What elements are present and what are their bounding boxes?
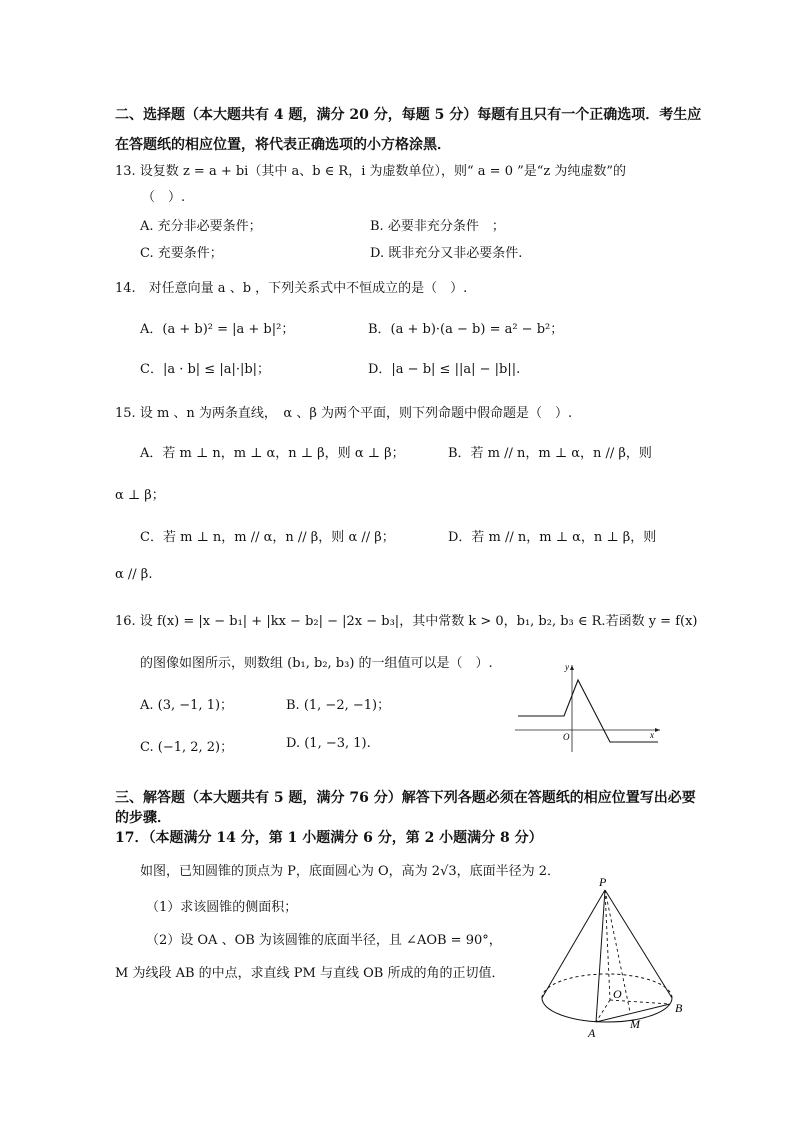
y-axis-arrow <box>570 665 574 670</box>
q15-option-d-cont: α // β. <box>115 567 153 582</box>
section2-heading-line1: 二、选择题（本大题共有 4 题，满分 20 分，每题 5 分）每题有且只有一个正确选项．考生应 <box>115 107 702 123</box>
q15-option-d: D．若 m // n，m ⊥ α，n ⊥ β，则 <box>448 530 657 545</box>
q13-stem-line2: （ ）. <box>142 190 186 205</box>
q17-part2-cont: M 为线段 AB 的中点，求直线 PM 与直线 OB 所成的角的正切值． <box>115 966 505 981</box>
point-p-label: P <box>599 875 607 889</box>
q17-part1: （1）求该圆锥的侧面积； <box>146 900 298 915</box>
q15-option-b-cont: α ⊥ β； <box>115 488 165 503</box>
x-axis-arrow <box>655 728 660 732</box>
q16-option-a: A. (3, −1, 1)； <box>140 698 234 713</box>
q16-option-b: B. (1, −2, −1)； <box>286 698 391 713</box>
q16-stem-line2: 的图像如图所示，则数组 (b₁, b₂, b₃) 的一组值可以是（ ）. <box>140 656 493 671</box>
q16-function-graph <box>510 660 670 760</box>
q13-option-d: D. 既非充分又非必要条件. <box>370 246 523 261</box>
q15-option-c: C．若 m ⊥ n，m // α，n // β，则 α // β； <box>140 530 395 545</box>
q13-stem-line1: 13. 设复数 z = a + bi（其中 a、b ∈ R，i 为虚数单位），则“ a = 0 ”是“z 为纯虚数”的 <box>115 164 627 179</box>
origin-label: O <box>563 732 570 742</box>
section3-heading-line1: 三、解答题（本大题共有 5 题，满分 76 分）解答下列各题必须在答题纸的相应位置写出必要 <box>115 790 696 806</box>
section3-heading-line2: 的步骤． <box>115 810 171 826</box>
q13-option-c: C. 充要条件； <box>140 246 223 261</box>
q14-option-d: D．|a − b| ≤ ||a| − |b||. <box>368 362 521 377</box>
q17-cone-figure <box>530 870 700 1040</box>
point-o-label: O <box>613 987 622 1001</box>
q14-option-a: A．(a + b)² = |a + b|²； <box>140 322 295 337</box>
x-axis-label: x <box>650 730 654 740</box>
q14-stem: 14. 对任意向量 a 、b ，下列关系式中不恒成立的是（ ）. <box>115 281 468 296</box>
q14-option-b: B．(a + b)·(a − b) = a² − b²； <box>368 322 564 337</box>
y-axis-label: y <box>565 662 569 672</box>
point-a-label: A <box>588 1026 596 1040</box>
q16-stem-line1: 16. 设 f(x) = |x − b₁| + |kx − b₂| − |2x − b₃|，其中常数 k > 0，b₁, b₂, b₃ ∈ R.若函数 y = f(x) <box>115 614 698 629</box>
section2-heading-line2: 在答题纸的相应位置，将代表正确选项的小方格涂黑． <box>115 137 451 153</box>
q13-option-a: A. 充分非必要条件； <box>140 219 262 234</box>
q16-option-d: D. (1, −3, 1). <box>286 736 371 751</box>
q13-option-b: B. 必要非充分条件 ； <box>370 219 505 234</box>
q17-text: 如图，已知圆锥的顶点为 P，底面圆心为 O，高为 2√3，底面半径为 2． <box>140 864 561 879</box>
q15-stem: 15. 设 m 、n 为两条直线， α 、β 为两个平面，则下列命题中假命题是（ ）. <box>115 406 573 421</box>
q14-option-c: C．|a · b| ≤ |a|·|b|； <box>140 362 271 377</box>
point-b-label: B <box>675 1001 683 1015</box>
q15-option-a: A．若 m ⊥ n，m ⊥ α，n ⊥ β，则 α ⊥ β； <box>140 446 405 461</box>
function-curve <box>518 680 658 742</box>
q16-option-c: C. (−1, 2, 2)； <box>140 740 234 755</box>
q17-heading: 17．（本题满分 14 分，第 1 小题满分 6 分，第 2 小题满分 8 分） <box>115 830 543 846</box>
q17-part2: （2）设 OA 、OB 为该圆锥的底面半径，且 ∠AOB = 90°， <box>146 933 502 948</box>
q15-option-b: B．若 m // n，m ⊥ α，n // β，则 <box>448 446 652 461</box>
point-m-label: M <box>630 1017 640 1031</box>
